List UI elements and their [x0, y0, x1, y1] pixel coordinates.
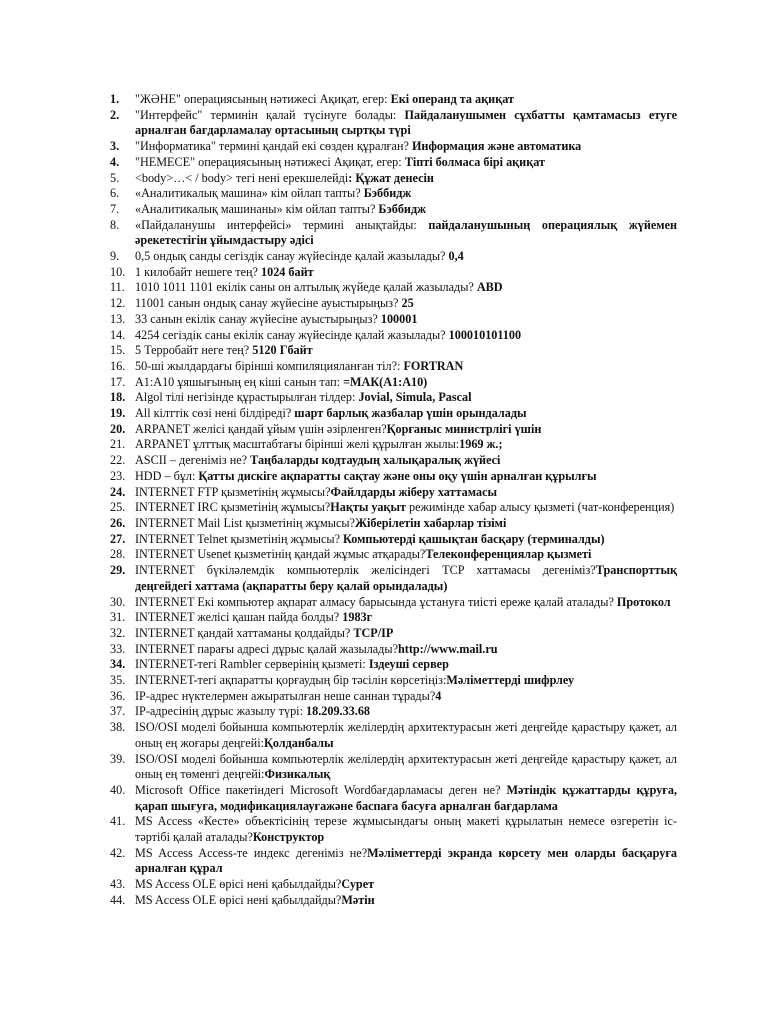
item-number: 3.: [110, 139, 120, 154]
list-item: [110, 814, 677, 845]
answer-text: 100010101100: [448, 327, 522, 342]
answer-text: 100001: [380, 311, 418, 326]
list-item: [110, 155, 677, 171]
answer-text: шарт барлық жазбалар үшін орындалады: [294, 406, 527, 421]
question-text: INTERNET парағы адресі дұрыс қалай жазылады?: [135, 641, 398, 656]
list-item: [110, 657, 677, 673]
list-item: [110, 186, 677, 202]
item-number: 15.: [110, 343, 126, 358]
answer-text: Қатты дискіге ақпаратты сақтау және оны оқу үшін арналған құрылғы: [198, 468, 597, 483]
item-number: 16.: [110, 358, 126, 373]
list-item: [110, 673, 677, 689]
item-number: 29.: [110, 563, 126, 578]
answer-text: Қорғаныс министрлігі үшін: [386, 421, 542, 436]
question-text: Algol тілі негізінде құрастырылған тілдер:: [135, 390, 359, 405]
question-text: ARPANET ұлттық масштабтағы бірінші желі құрылған жылы:: [135, 437, 460, 452]
question-text: INTERNET Telnet қызметінің жұмысы?: [135, 531, 344, 546]
answer-text: 5120 Гбайт: [252, 343, 313, 358]
question-text: INTERNET бүкіләлемдік компьютерлік желісіндегі TCP хаттамасы дегеніміз?: [135, 563, 596, 578]
list-item: [110, 516, 677, 532]
question-text: 33 санын екілік санау жүйесіне ауыстырыңыз?: [135, 311, 381, 326]
list-item: [110, 469, 677, 485]
question-text: IP-адрес нүктелермен ажыратылған неше саннан тұрады?: [135, 688, 436, 703]
item-number: 37.: [110, 704, 126, 719]
list-item: [110, 595, 677, 611]
question-text: MS Access Access-те индекс дегеніміз не?: [135, 845, 368, 860]
list-item: [110, 610, 677, 626]
item-number: 20.: [110, 421, 126, 436]
answer-text: Мәтіндік құжаттарды құруға, қарап шығуға, модификациялауғажәне баспаға басуға арналған бағдарлама: [135, 782, 677, 813]
answer-text: Пайдаланушымен сұхбатты қамтамасыз етуге арналған бағдарламалау ортасының сыртқы түрі: [135, 107, 677, 138]
list-item: [110, 171, 677, 187]
item-number: 7.: [110, 201, 120, 216]
question-text: IP-адресінің дұрыс жазылу түрі:: [135, 704, 307, 719]
question-text: 11001 санын ондық санау жүйесіне ауыстырыңыз?: [135, 296, 402, 311]
list-item: [110, 704, 677, 720]
list-item: [110, 359, 677, 375]
item-number: 34.: [110, 657, 126, 672]
list-item: [110, 437, 677, 453]
list-item: [110, 893, 677, 909]
answer-text: http://www.mail.ru: [397, 641, 498, 656]
list-item: [110, 343, 677, 359]
item-number: 26.: [110, 515, 126, 530]
answer-text: Файлдарды жіберу хаттамасы: [330, 484, 497, 499]
answer-text: 18.209.33.68: [306, 704, 370, 719]
question-text: INTERNET желісі қашан пайда болды?: [135, 610, 343, 625]
list-item: [110, 406, 677, 422]
answer-text: Компьютерді қашықтан басқару (терминалды): [343, 531, 605, 546]
list-item: [110, 877, 677, 893]
answer-text: пайдаланушының операциялық жүйемен әрекетестігін ұйымдастыру әдісі: [135, 217, 677, 248]
question-text: 4254 сегіздік саны екілік санау жүйесінде қалай жазылады?: [135, 327, 449, 342]
answer-text: Қолданбалы: [263, 735, 334, 750]
list-item: [110, 202, 677, 218]
question-text: INTERNET-тегі ақпаратты қорғаудың бір тәсілін көрсетіңіз:: [135, 673, 447, 688]
list-item: [110, 689, 677, 705]
question-text: INTERNET FTP қызметінің жұмысы?: [135, 484, 331, 499]
answer-text: Физикалық: [264, 767, 331, 782]
list-item: [110, 500, 677, 516]
list-item: [110, 296, 677, 312]
item-number: 23.: [110, 468, 126, 483]
answer-text: Екі операнд та ақиқат: [390, 92, 514, 106]
question-text: ASCII – дегеніміз не?: [135, 453, 251, 468]
answer-text: Тіпті болмаса бірі ақиқат: [404, 154, 545, 169]
list-item: [110, 642, 677, 658]
question-text-continued: режимінде хабар алысу қызметі (чат-конференция): [405, 500, 675, 515]
list-item: [110, 752, 677, 783]
question-text: INTERNET қандай хаттаманы қолдайды?: [135, 625, 354, 640]
answer-text: Таңбаларды кодтаудың халықаралық жүйесі: [250, 453, 501, 468]
item-number: 19.: [110, 406, 126, 421]
question-text: "Интерфейс" терминін қалай түсінуге болады:: [135, 107, 405, 122]
item-number: 4.: [110, 154, 120, 169]
item-number: 24.: [110, 484, 126, 499]
item-number: 14.: [110, 327, 126, 342]
answer-text: Нақты уақыт: [330, 500, 406, 515]
list-item: [110, 92, 677, 108]
list-item: [110, 312, 677, 328]
question-text: 50-ші жылдардағы бірінші компиляцияланған тіл?:: [135, 358, 404, 373]
item-number: 39.: [110, 751, 126, 766]
question-text: All кілттік сөзі нені білдіреді?: [135, 406, 295, 421]
question-text: "ЖӘНЕ" операциясының нәтижесі Ақиқат, егер:: [135, 92, 391, 106]
item-number: 13.: [110, 311, 126, 326]
list-item: [110, 720, 677, 751]
list-item: [110, 280, 677, 296]
answer-text: Мәтін: [341, 892, 375, 907]
question-text: Microsoft Office пакетіндегі Microsoft Wordбағдарламасы деген не?: [135, 782, 507, 797]
question-answer-list: [110, 92, 677, 909]
item-number: 31.: [110, 610, 126, 625]
question-text: «Пайдаланушы интерфейсі» терминi анықтайды:: [135, 217, 429, 232]
item-number: 21.: [110, 437, 126, 452]
item-number: 43.: [110, 877, 126, 892]
answer-text: ABD: [476, 280, 503, 295]
question-text: ARPANET желісі қандай ұйым үшін әзірленген?: [135, 421, 387, 436]
question-text: INTERNET-тегі Rambler серверінің қызметі:: [135, 657, 369, 672]
list-item: [110, 532, 677, 548]
item-number: 1.: [110, 92, 120, 106]
list-item: [110, 422, 677, 438]
question-text: «Аналитикалық машина» кім ойлап тапты?: [135, 186, 364, 201]
item-number: 9.: [110, 249, 120, 264]
item-number: 35.: [110, 673, 126, 688]
list-item: [110, 783, 677, 814]
list-item: [110, 626, 677, 642]
question-text: MS Access «Кесте» объектісінің терезе жұмысындағы оның макеті құрылатын немесе өзгеретін іс-тәртібі қалай аталады?: [135, 814, 677, 845]
answer-text: =МАК(A1:A10): [343, 374, 428, 389]
answer-text: Іздеуші сервер: [368, 657, 449, 672]
item-number: 5.: [110, 170, 120, 185]
answer-text: Сурет: [341, 877, 375, 892]
item-number: 12.: [110, 296, 126, 311]
list-item: [110, 218, 677, 249]
answer-text: Конструктор: [252, 830, 325, 845]
list-item: [110, 453, 677, 469]
question-text: 0,5 ондық санды сегіздік санау жүйесінде қалай жазылады?: [135, 249, 449, 264]
item-number: 41.: [110, 814, 126, 829]
item-number: 11.: [110, 280, 125, 295]
item-number: 18.: [110, 390, 126, 405]
item-number: 17.: [110, 374, 126, 389]
answer-text: 4: [435, 688, 442, 703]
question-text: "Информатика" термині қандай екі сөзден құралған?: [135, 139, 412, 154]
answer-text: TCP/IP: [353, 625, 394, 640]
item-number: 33.: [110, 641, 126, 656]
item-number: 38.: [110, 720, 126, 735]
answer-text: Информация және автоматика: [411, 139, 582, 154]
answer-text: Протокол: [616, 594, 671, 609]
item-number: 28.: [110, 547, 126, 562]
answer-text: : Құжат денесін: [348, 170, 434, 185]
item-number: 44.: [110, 892, 126, 907]
answer-text: Мәліметтерді экранда көрсету мен оларды басқаруға арналған құрал: [135, 845, 677, 876]
question-text: "НЕМЕСЕ" операциясының нәтижесі Ақиқат, егер:: [135, 154, 405, 169]
answer-text: FORTRAN: [403, 358, 464, 373]
list-item: [110, 108, 677, 139]
question-text: 5 Терробайт неге тең?: [135, 343, 253, 358]
question-text: MS Access OLE өрісі нені қабылдайды?: [135, 877, 342, 892]
question-text: HDD – бұл:: [135, 468, 199, 483]
list-item: [110, 547, 677, 563]
question-text: ISO/OSI моделі бойынша компьютерлік желілердің архитектурасын жеті деңгейде қарастыру қажет, ал оның ең төменгі деңгейі:: [135, 751, 677, 782]
list-item: [110, 375, 677, 391]
item-number: 42.: [110, 845, 126, 860]
answer-text: Телеконференциялар қызметі: [425, 547, 592, 562]
answer-text: 0,4: [448, 249, 464, 264]
answer-text: 1024 байт: [261, 264, 314, 279]
answer-text: Бэббидж: [378, 201, 426, 216]
item-number: 25.: [110, 500, 126, 515]
item-number: 27.: [110, 531, 126, 546]
answer-text: 25: [401, 296, 414, 311]
list-item: [110, 139, 677, 155]
question-text: ISO/OSI моделі бойынша компьютерлік желілердің архитектурасын жеті деңгейде қарастыру қажет, ал оның ең жоғары деңгейі:: [135, 720, 677, 750]
question-text: A1:A10 ұяшығының ең кіші санын тап:: [135, 374, 344, 389]
question-text: <body>…< / body> тегі нені ерекшелейді: [135, 170, 349, 185]
question-text: INTERNET Екі компьютер ақпарат алмасу барысында ұстануға тиісті ереже қалай аталады?: [135, 594, 617, 609]
list-item: [110, 265, 677, 281]
list-item: [110, 328, 677, 344]
item-number: 6.: [110, 186, 120, 201]
question-text: INTERNET Usenet қызметінің қандай жұмыс атқарады?: [135, 547, 426, 562]
answer-text: Жіберілетін хабарлар тізімі: [354, 515, 507, 530]
item-number: 8.: [110, 217, 120, 232]
list-item: [110, 563, 677, 594]
list-item: [110, 485, 677, 501]
list-item: [110, 390, 677, 406]
list-item: [110, 846, 677, 877]
item-number: 30.: [110, 594, 126, 609]
item-number: 40.: [110, 782, 126, 797]
question-text: «Аналитикалық машинаны» кім ойлап тапты?: [135, 201, 379, 216]
item-number: 2.: [110, 107, 120, 122]
item-number: 10.: [110, 264, 126, 279]
question-text: INTERNET Mail List қызметінің жұмысы?: [135, 515, 355, 530]
item-number: 22.: [110, 453, 126, 468]
question-text: MS Access OLE өрісі нені қабылдайды?: [135, 892, 342, 907]
answer-text: Мәліметтерді шифрлеу: [446, 673, 575, 688]
answer-text: Jovial, Simula, Pascal: [358, 390, 472, 405]
question-text: 1010 1011 1101 екілік саны он алтылық жүйеде қалай жазылады?: [135, 280, 477, 295]
answer-text: Транспорттық деңгейдегі хаттама (ақпаратты беру қалай орындалады): [135, 563, 677, 593]
question-text: 1 килобайт нешеге тең?: [135, 264, 261, 279]
item-number: 36.: [110, 688, 126, 703]
question-text: INTERNET IRC қызметінің жұмысы?: [135, 500, 331, 515]
answer-text: 1969 ж.;: [459, 437, 503, 452]
list-item: [110, 249, 677, 265]
answer-text: Бэббидж: [363, 186, 412, 201]
answer-text: 1983г: [342, 610, 373, 625]
item-number: 32.: [110, 625, 126, 640]
